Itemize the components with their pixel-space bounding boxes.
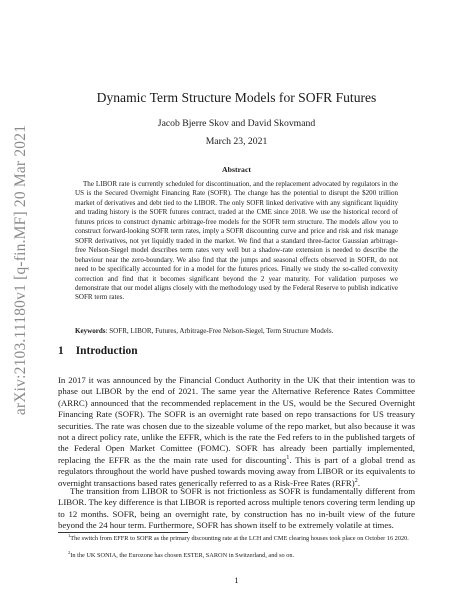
paragraph-text: . This is part of a global trend as regulators throughout the world have pushed towards moving away from LIBOR or its equivalents to overnight transactions based rates generically referred to as a Risk-Free Rates (RFR) [58,454,415,488]
abstract-heading: Abstract [221,165,251,174]
footnote-2-text: In the UK SONIA, the Eurozone has chosen ESTER, SARON in Switzerland, and so on. [70,552,295,559]
paper-date: March 23, 2021 [205,136,268,147]
section-number: 1 [58,345,64,357]
footnote-1-text: The switch from EFFR to SOFR as the primary discounting rate at the LCH and CME clearing houses took place on October 16 2020. [70,535,409,542]
section-heading [58,345,138,357]
keywords-label: Keywords [75,327,106,335]
footnote-rule [58,532,188,533]
page-number: 1 [234,575,239,585]
keywords-line [75,327,398,336]
intro-paragraph-1 [58,375,415,489]
footnote-2 [58,549,415,560]
footnote-ref-2[interactable]: 2 [354,476,358,484]
footnote-1 [58,532,415,543]
paragraph-text: . [357,477,361,488]
arxiv-id-text: arXiv:2103.11180v1 [q-fin.MF] 20 Mar 2021 [12,124,29,416]
abstract-body: The LIBOR rate is currently scheduled for discontinuation, and the replacement advocated by regulators in the US is the Secured Overnight Financing Rate (SOFR). The change has the potential to disrupt the $200 trillion market of derivatives and debt tied to the LIBOR. The only SOFR linked derivative with any significant liquidity and trading history is the SOFR futures contract, traded at the CME since 2018. We use the historical record of futures prices to construct dynamic arbitrage-free models for the SOFR term structure. The models allow you to construct forward-looking SOFR term rates, imply a SOFR discounting curve and price and risk and risk manage SOFR derivatives, not yet liquidly traded in the market. We find that a standard three-factor Gaussian arbitrage-free Nelson-Siegel model describes term rates very well but a shadow-rate extension is needed to describe the behaviour near the zero-boundary. We also find that the jumps and seasonal effects observed in SOFR, do not need to be specifically accounted for in a model for the futures prices. Finally we study the so-called convexity correction and find that it becomes significant beyond the 2 year maturity. For validation purposes we demonstrate that our model aligns closely with the methodology used by the Federal Reserve to publish indicative SOFR term rates. [75,180,398,302]
keywords-text: : SOFR, LIBOR, Futures, Arbitrage-Free Nelson-Siegel, Term Structure Models. [105,327,334,335]
section-title: Introduction [75,345,138,357]
paragraph-text: In 2017 it was announced by the Financial Conduct Authority in the UK that their intention was to phase out LIBOR by the end of 2021. The same year the Alternative Reference Rates Committee (ARRC) announced that the recommended replacement in the US, would be the Secured Overnight Financing Rate (SOFR). The SOFR is an overnight rate based on repo transactions for US treasury securities. The rate was chosen due to the sizeable volume of the repo market, but also because it was not a direct policy rate, unlike the EFFR, which is the rate the Fed refers to in the published targets of the Federal Open Market Comittee (FOMC). SOFR has already been partially implemented, replacing the EFFR as the the main rate used for discounting [58,375,415,465]
arxiv-sidebar-identifier [6,70,36,470]
footnote-1-mark: 1 [68,532,71,538]
footnote-ref-1[interactable]: 1 [286,453,290,461]
intro-paragraph-2: The transition from LIBOR to SOFR is not frictionless as SOFR is fundamentally different from LIBOR. The key difference is that LIBOR is reported across multiple tenors covering term lending up to 12 months. SOFR, being an overnight rate, by construction has no in-built view of the future beyond the 24 hour term. Furthermore, SOFR has shown itself to be extremely volatile at times. [58,486,415,531]
paper-authors: Jacob Bjerre Skov and David Skovmand [157,118,316,129]
paper-title: Dynamic Term Structure Models for SOFR Futures [96,90,377,105]
footnote-2-mark: 2 [68,549,71,555]
